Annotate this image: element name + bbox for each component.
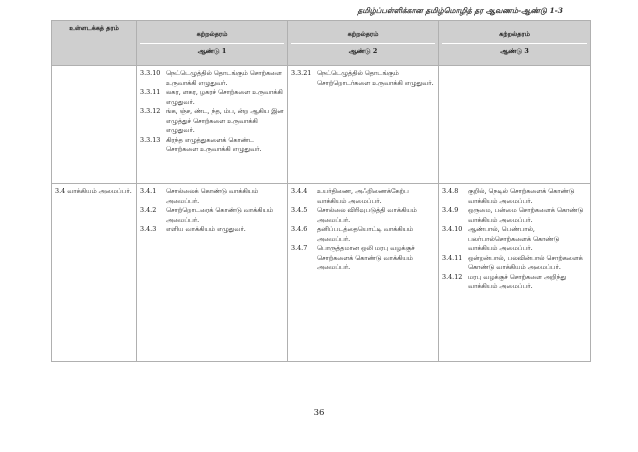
standard-code: 3.3.10 bbox=[140, 69, 161, 77]
learning-standard-item bbox=[140, 206, 284, 225]
year-3-header-label: கற்றல்தரம் bbox=[499, 30, 530, 38]
learning-standard-item bbox=[140, 69, 284, 88]
standard-code: 3.4.10 bbox=[442, 225, 463, 233]
table-row bbox=[52, 184, 591, 362]
learning-standard-item bbox=[140, 225, 284, 235]
standard-text: எளிய வாக்கியம் எழுதுவர். bbox=[166, 225, 246, 233]
standard-code: 3.4.2 bbox=[140, 206, 157, 214]
year-3-header-year: ஆண்டு 3 bbox=[442, 43, 587, 62]
row-1-year-1-cell bbox=[137, 66, 288, 184]
learning-standard-item bbox=[140, 136, 284, 155]
standard-code: 3.4.12 bbox=[442, 272, 463, 281]
standard-code: 3.4.7 bbox=[291, 244, 308, 252]
learning-standard-item bbox=[442, 254, 587, 273]
table-header-row bbox=[52, 21, 591, 66]
row-1-year-2-cell bbox=[288, 66, 439, 184]
standard-text: குறில், நெடில் சொற்களைக் கொண்டு வாக்கியம் அமைப்பர். bbox=[468, 187, 575, 205]
standard-text: நெட்டெழுத்தில் தொடங்கும் சொற்களை உருவாக்கி எழுதுவர். bbox=[166, 69, 282, 87]
learning-standard-item bbox=[442, 273, 587, 292]
year-2-header-label: கற்றல்தரம் bbox=[347, 30, 379, 38]
curriculum-table bbox=[51, 20, 591, 362]
standard-text: லகர, ளகர, ழகரச் சொற்களை உருவாக்கி எழுதுவர். bbox=[166, 88, 283, 106]
standard-code: 3.4.5 bbox=[291, 206, 308, 214]
standard-code: 3.4.1 bbox=[140, 187, 157, 195]
row-2-area-cell: 3.4 வாக்கியம் அமைப்பர். bbox=[52, 184, 137, 362]
standard-code: 3.4.9 bbox=[442, 206, 459, 214]
learning-standard-item bbox=[291, 225, 435, 244]
page-number: 36 bbox=[313, 408, 325, 418]
year-2-header bbox=[288, 21, 439, 66]
learning-standard-item bbox=[140, 88, 284, 107]
standard-text: சொல்லைக் கொண்டு வாக்கியம் அமைப்பர். bbox=[166, 187, 259, 205]
standard-code: 3.4.4 bbox=[291, 187, 308, 195]
year-1-header-label: கற்றல்தரம் bbox=[196, 30, 228, 38]
row-1-area-cell bbox=[52, 66, 137, 184]
standard-text: ஒருமை, பன்மை சொற்களைக் கொண்டு வாக்கியம் அமைப்பர். bbox=[468, 206, 584, 224]
table-row bbox=[52, 66, 591, 184]
row-2-year-1-cell bbox=[137, 184, 288, 362]
row-2-year-3-cell bbox=[439, 184, 591, 362]
standard-code: 3.3.13 bbox=[140, 135, 161, 144]
standard-text: சொல்லை விரிவுபடுத்தி வாக்கியம் அமைப்பர். bbox=[317, 206, 417, 224]
standard-text: கிரந்த எழுத்துகளைக் கொண்ட சொற்களை உருவாக்கி எழுதுவர். bbox=[166, 135, 262, 153]
standard-text: ங்க, ஞ்ச, ண்ட, ந்த, ம்ப, ன்ற ஆகிய இன எழுத்துச் சொற்களை உருவாக்கி எழுதுவர். bbox=[166, 107, 284, 134]
standard-code: 3.4.11 bbox=[442, 253, 463, 262]
standard-text: மரபு வழக்குச் சொற்களை அறிந்து வாக்கியம் அமைப்பர். bbox=[468, 272, 567, 290]
row-2-year-2-cell bbox=[288, 184, 439, 362]
standard-code: 3.3.11 bbox=[140, 88, 161, 96]
row-1-year-3-cell bbox=[439, 66, 591, 184]
year-1-header-year: ஆண்டு 1 bbox=[140, 43, 284, 62]
running-title: தமிழ்ப்பள்ளிக்கான தமிழ்மொழித் தர ஆவணம்-ஆண்டு 1-3 bbox=[357, 6, 563, 15]
standard-text: சொற்றொடரைக் கொண்டு வாக்கியம் அமைப்பர். bbox=[166, 206, 274, 224]
area-header: உள்ளடக்கத் தரம் bbox=[52, 21, 137, 66]
year-1-header bbox=[137, 21, 288, 66]
standard-code: 3.4.6 bbox=[291, 225, 308, 233]
learning-standard-item bbox=[442, 206, 587, 225]
standard-text: ஆண்பால், பெண்பால், பலர்பால்சொற்களைக் கொண்டு வாக்கியம் அமைப்பர். bbox=[468, 225, 560, 252]
year-2-header-year: ஆண்டு 2 bbox=[291, 43, 435, 62]
standard-code: 3.4.8 bbox=[442, 187, 459, 195]
learning-standard-item bbox=[291, 206, 435, 225]
learning-standard-item bbox=[140, 107, 284, 136]
standard-code: 3.3.21 bbox=[291, 69, 312, 77]
learning-standard-item bbox=[291, 187, 435, 206]
standard-code: 3.3.12 bbox=[140, 107, 161, 115]
learning-standard-item bbox=[442, 225, 587, 254]
standard-text: தனிப்படத்தையொட்டி வாக்கியம் அமைப்பர். bbox=[317, 225, 414, 243]
standard-text: நெட்டெழுத்தில் தொடங்கும் சொற்றொடர்களை உருவாக்கி எழுதுவர். bbox=[317, 69, 434, 87]
learning-standard-item bbox=[291, 69, 435, 88]
standard-code: 3.4.3 bbox=[140, 225, 157, 233]
learning-standard-item bbox=[140, 187, 284, 206]
standard-text: உயர்திணை, அஃறிணைக்கேற்ப வாக்கியம் அமைப்பர். bbox=[317, 187, 409, 205]
standard-text: ஒன்றன்பால், பலவின்பால் சொற்களைக் கொண்டு வாக்கியம் அமைப்பர். bbox=[468, 253, 583, 271]
standard-text: பொருத்தமான ஒலி மரபு வழக்குச் சொற்களைக் கொண்டு வாக்கியம் அமைப்பர். bbox=[317, 244, 415, 271]
year-3-header bbox=[439, 21, 591, 66]
learning-standard-item bbox=[291, 244, 435, 273]
learning-standard-item bbox=[442, 187, 587, 206]
